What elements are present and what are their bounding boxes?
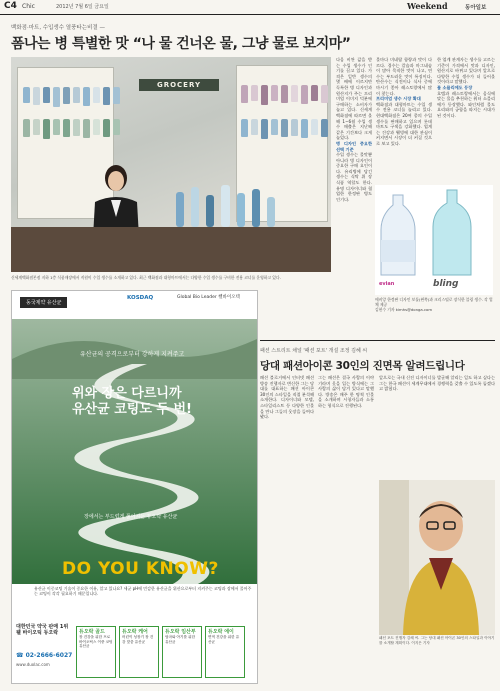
bottles-image: [375, 185, 493, 280]
page-header: [0, 0, 500, 15]
caption-text: 에비앙 한정판 디자인 보틀(왼쪽)과 크리스털로 장식한 블링 생수. 각 업체 제공: [375, 297, 493, 307]
ad-body: 유산균 이중코팅 기술이 중요한 이유, 알고 있나요? 세균 pH에 민감한 유산균을 위산으로부터 지켜주는 코팅과 장에서 풀어주는 코팅이 각각 필요하기 때문입니다.: [34, 586, 252, 597]
ad-line1: 유산균의 공격으로부터 강하게 지켜주고: [80, 351, 185, 358]
ad-headline: DO YOU KNOW?: [62, 559, 219, 579]
column-subhead: 프리미엄 생수 시장 확대: [376, 96, 421, 102]
product-box: [205, 626, 245, 678]
article2-column: 그는 패션은 결국 사람의 이야기라며 옷을 입는 방식에는 그 사람의 삶이 담겨 있다고 말했다. 방송은 매주 한 명씩 인물을 소개하며 시청자들과 소통하는 형식으로 진행된다.: [318, 375, 374, 408]
evian-label: evian: [379, 281, 395, 287]
photo1-caption: 신세계백화점본점 지하 1층 식품매장에서 직원이 수입 생수를 소개하고 있다. 최근 백화점과 대형마트에서는 다양한 수입 생수를 구비한 전용 코너를 운영하고 있다.: [11, 275, 281, 280]
ad-phone: ☎ 02-2666-6027: [16, 652, 73, 659]
product-title: 듀오락 임산부: [165, 629, 196, 635]
water-bottle-photo: [375, 185, 493, 295]
product-box: [119, 626, 159, 678]
product-text: 장 건강을 위한 프로바이오틱스 이중 코팅 유산균: [79, 635, 113, 649]
divider: [260, 340, 495, 341]
grocery-sign: GROCERY: [139, 79, 219, 91]
column-subhead: 물 소믈리에도 등장: [437, 84, 473, 90]
article1-headline: 폼나는 병 특별한 맛 “나 물 건너온 물, 그냥 물로 보지마”: [11, 36, 351, 52]
bottle-row: [23, 87, 120, 107]
article1-column: [336, 57, 372, 297]
duolac-advertisement: [11, 290, 258, 684]
ad-top-bar: [12, 291, 257, 319]
article2-column: 앞으로는 국내 신진 디자이너를 발굴해 알리는 일도 하고 싶다는 그는 한국 패션이 세계무대에서 경쟁력을 갖출 수 있도록 돕겠다고 밝혔다.: [379, 375, 495, 392]
bottle-row: [241, 119, 328, 139]
product-title: 듀오락 에이: [208, 629, 234, 635]
person-photo: [379, 480, 495, 635]
caption-text: 패션 포트 진행자 김혜 씨. 그는 당대 패션 아이콘 30인의 스타일과 이야기를 소개할 계획이다.: [379, 636, 495, 645]
article1-column: [376, 57, 432, 182]
byline: 이지은 기자: [411, 640, 430, 645]
ad-tag: Global Bio Leader 쎌바이오텍: [177, 295, 240, 300]
issue-date: 2012년 7월 6일 금요일: [56, 4, 109, 10]
ad-left-text: 대한민국 약국 판매 1위 웰 바이오틱 듀오락: [16, 624, 69, 636]
product-box: [162, 626, 202, 678]
column-text: 한 업계 관계자는 생수를 고르는 기준이 가격에서 맛과 디자인, 원산지로 바뀌고 있다며 앞으로 다양한 수입 생수가 더 들어올 것이라고 말했다.: [437, 57, 495, 85]
display-bottles: [171, 177, 281, 237]
store-photo: [11, 57, 331, 272]
product-title: 듀오락 골드: [79, 629, 105, 635]
photo3-caption: [379, 636, 495, 645]
article2-headline: 당대 패션아이콘 30인의 진면목 알려드립니다: [260, 360, 465, 372]
ad-url: www.duolac.com: [16, 662, 50, 667]
page-number: C4: [4, 1, 17, 11]
ad-market: KOSDAQ: [127, 295, 154, 301]
product-title: 듀오락 케어: [122, 629, 148, 635]
article2-kicker: 패션 스트리트 채널 '패션 포트' 개설 조정 김혜 씨: [260, 348, 368, 354]
product-text: 어린이 성장기 장 건강 맞춤 유산균: [122, 635, 154, 644]
article1-kicker: 백화점·마트, 수입생수 열풍타는비결 —: [11, 25, 105, 31]
ad-line3: 장에서는 부드럽게 풀어지는 듀오락 유산균: [84, 514, 178, 520]
article2-column: 패션 블로거에서 인터넷 패션 방송 진행자로 변신한 그는 당대를 대표하는 패션 아이콘 30인의 스타일을 직접 분석해 소개한다. 디자이너와 모델, 스타일리스트 등 다양한 인물을 만나 그들의 옷장을 들여다봤다.: [260, 375, 314, 420]
column-text: 수입 생수는 물맛뿐 아니라 병 디자인이 중요한 구매 요인이다. 유리병에 담긴 생수는 식탁 위 장식품 역할도 한다. 유명 디자이너와 협업한 한정판 병도 인기다.: [336, 152, 372, 202]
product-text: 면역 건강을 위한 유산균: [208, 635, 240, 644]
section-name: Chic: [22, 3, 35, 10]
weekend-label: Weekend: [407, 1, 448, 11]
column-subhead: 병 디자인 중요한 선택 기준: [336, 140, 372, 152]
bottle-row: [241, 85, 328, 105]
product-text: 엄마와 아기를 위한 유산균: [165, 635, 196, 644]
photo2-caption: [375, 297, 493, 312]
product-boxes: [76, 626, 245, 678]
bling-label: bling: [433, 279, 459, 289]
column-text: 물마다 미네랄 함량과 맛이 다르다. 경수는 칼슘과 마그네슘이 많아 묵직한 맛이 나고, 연수는 부드러운 맛이 특징이다. 탄산수는 식전이나 식사 중에 마시기 좋아 레스토랑에서 많이 찾는다.: [376, 57, 432, 96]
bottle-row: [23, 119, 120, 139]
byline: 김현수 기자 kimhs@donga.com: [375, 307, 433, 312]
river-landscape: [12, 319, 257, 589]
ad-line2: 위와 장은 다르니까 유산균 코팅도 두 번!: [72, 386, 192, 417]
column-text: 다음 비싼 값을 받는 수입 생수가 인기를 끌고 있다. 가격은 일반 생수의 몇 배에 이르지만 독특한 병 디자인과 원산지가 주는 프리미엄 이미지 덕분에 구매하는 소비자가 늘고 있다. 신세계백화점에 따르면 올해 1∼6월 수입 생수 매출은 지난해 같은 기간보다 크게 늘었다.: [336, 57, 372, 141]
product-box: [76, 626, 116, 678]
article1-column: [437, 57, 495, 182]
ad-bottom: [12, 584, 257, 683]
newspaper-name: 동아일보: [465, 5, 487, 11]
person-image: [379, 480, 495, 635]
ad-brand: 동국제약 유산균: [20, 297, 67, 308]
column-text: 백화점과 대형마트는 수입 생수 전용 코너를 늘리고 있다. 현대백화점은 20여 종의 수입 생수를 판매하고 있으며 롯데마트도 구색을 강화했다. 업계는 건강과 웰빙에 대한 관심이 커지면서 시장이 더 커질 것으로 보고 있다.: [376, 101, 432, 146]
column-text: 호텔과 레스토랑에서는 음식에 맞는 물을 추천하는 워터 소믈리에가 등장했다. 와인처럼 물도 요리와의 궁합을 따지는 시대가 된 것이다.: [437, 90, 495, 118]
